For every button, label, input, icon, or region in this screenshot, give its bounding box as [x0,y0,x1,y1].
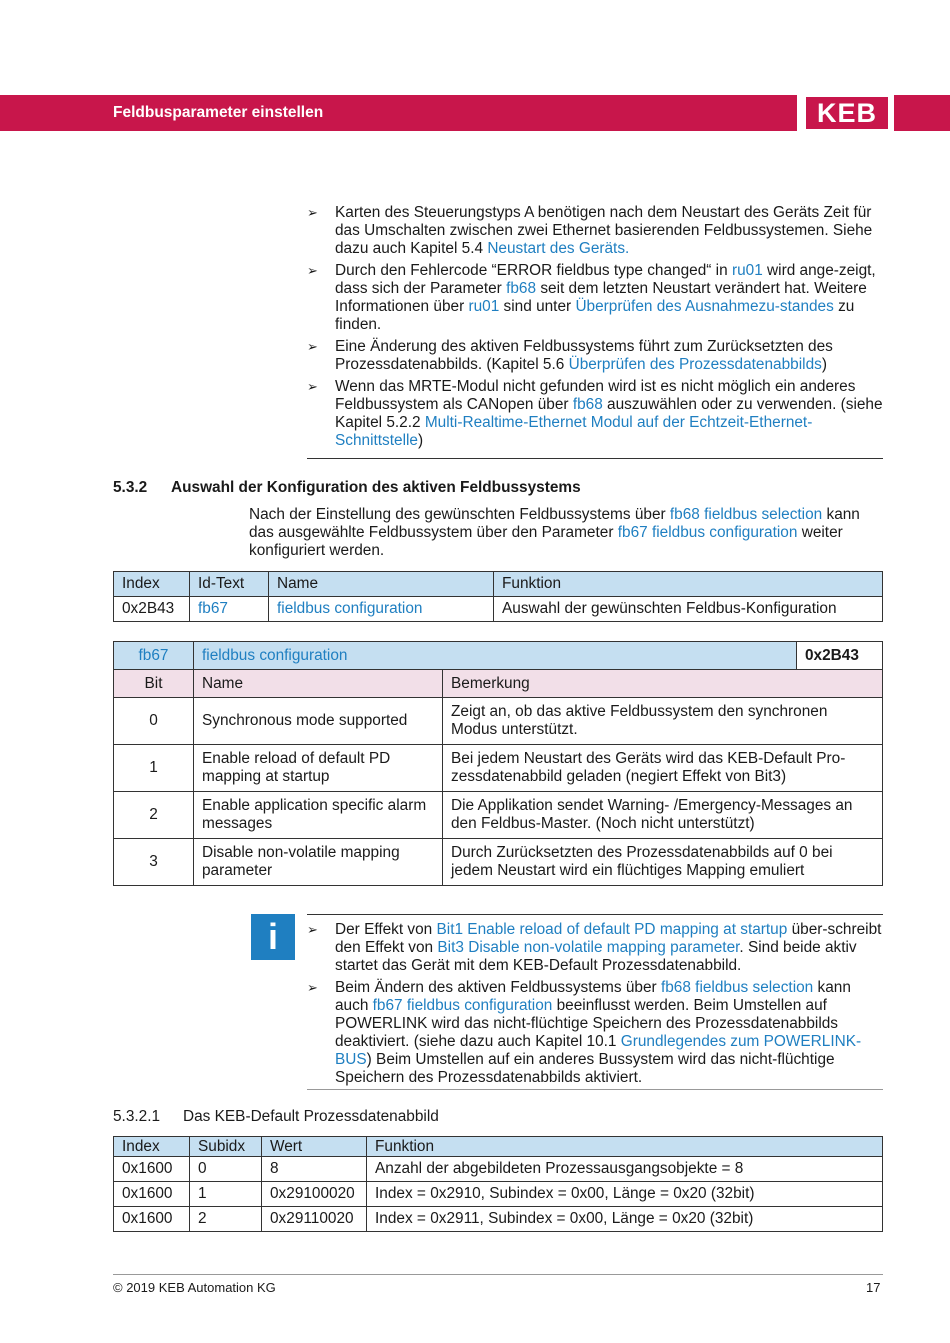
table-row [114,839,883,886]
remark-cell: Bei jedem Neustart des Geräts wird das KEB-Default Pro-zessdatenabbild geladen (negiert Effekt von Bit3) [443,745,883,792]
bullet-item [307,338,883,374]
table-row [114,1157,883,1182]
keb-logo: KEB [806,97,888,129]
subidx-cell: 2 [190,1207,262,1232]
bit-name-cell: Synchronous mode supported [194,698,443,745]
arrow-bullet-icon: ➢ [307,205,318,220]
text-run: ) [821,356,827,373]
table-row [114,745,883,792]
info-bullet-list [307,921,883,1087]
cross-reference-link[interactable]: fb68 fieldbus selection [669,506,823,523]
function-cell: Auswahl der gewünschten Feldbus-Konfiguration [494,597,883,622]
section-heading [113,479,581,497]
text-run: wird ange-zeigt, dass sich der Parameter [335,262,876,297]
text-run: sind unter [499,298,576,315]
text-run: ) [417,432,424,449]
arrow-bullet-icon: ➢ [307,379,318,394]
text-run: kann das ausgewählte Feldbussystem über den Parameter [249,506,860,541]
bullet-item [307,979,883,1087]
cross-reference-link[interactable]: fb67 fieldbus configuration [372,997,553,1014]
divider [307,1089,883,1090]
function-cell: Anzahl der abgebildeten Prozessausgangsobjekte = 8 [367,1157,883,1182]
cross-reference-link[interactable]: fb67 fieldbus configuration [617,524,798,541]
arrow-bullet-icon: ➢ [307,263,318,278]
bit-cell: 0 [114,698,194,745]
cross-reference-link[interactable]: Neustart des Geräts. [487,240,630,257]
value-cell: 8 [262,1157,367,1182]
table-header-row [114,572,883,597]
bullet-item [307,204,883,258]
function-cell: Index = 0x2911, Subindex = 0x00, Länge = 0x20 (32bit) [367,1207,883,1232]
arrow-bullet-icon: ➢ [307,980,318,995]
divider [307,458,883,459]
cross-reference-link[interactable]: Überprüfen des Ausnahmezu-standes [575,298,834,315]
index-cell: 0x1600 [114,1182,190,1207]
name-link[interactable]: fieldbus configuration [269,597,494,622]
page-number: 17 [866,1280,881,1295]
header-cell: Index [114,1137,190,1157]
param-name-link[interactable]: fieldbus configuration [194,642,797,670]
param-index: 0x2B43 [797,642,883,670]
function-cell: Index = 0x2910, Subindex = 0x00, Länge = 0x20 (32bit) [367,1182,883,1207]
text-run: Der Effekt von [335,921,437,938]
param-id-link[interactable]: fb67 [114,642,194,670]
cross-reference-link[interactable]: Grundlegendes zum POWERLINK-BUS [335,1033,862,1068]
bit-name-cell: Enable reload of default PD mapping at startup [194,745,443,792]
text-run: zu finden. [335,298,855,333]
subidx-cell: 0 [190,1157,262,1182]
header-cell: Index [114,572,190,597]
remark-cell: Zeigt an, ob das aktive Feldbussystem den synchronen Modus unterstützt. [443,698,883,745]
cross-reference-link[interactable]: Bit1 Enable reload of default PD mapping at startup [436,921,788,938]
footer-divider [113,1274,883,1275]
table-header-row [114,670,883,698]
header-title: Feldbusparameter einstellen [113,104,324,121]
bit-cell: 2 [114,792,194,839]
table-row [114,1207,883,1232]
header-cell: Id-Text [190,572,269,597]
info-icon: i [251,914,295,960]
remark-cell: Die Applikation sendet Warning- /Emergency-Messages an den Feldbus-Master. (Noch nicht unterstützt) [443,792,883,839]
text-run: über-schreibt den Effekt von [335,921,882,956]
bit-table-title-row [114,642,883,670]
header-cell: Funktion [367,1137,883,1157]
bit-cell: 1 [114,745,194,792]
text-run: Durch den Fehlercode “ERROR fieldbus type changed“ in [335,262,732,279]
header-cell: Bemerkung [443,670,883,698]
index-cell: 0x1600 [114,1207,190,1232]
bit-table [113,641,883,886]
arrow-bullet-icon: ➢ [307,339,318,354]
bit-name-cell: Enable application specific alarm messages [194,792,443,839]
text-run: Nach der Einstellung des gewünschten Feldbussystems über [249,506,670,523]
cross-reference-link[interactable]: fb68 fieldbus selection [660,979,814,996]
cross-reference-link[interactable]: fb68 [506,280,537,297]
header-cell: Name [269,572,494,597]
index-cell: 0x1600 [114,1157,190,1182]
table-row [114,698,883,745]
header-cell: Funktion [494,572,883,597]
cross-reference-link[interactable]: ru01 [731,262,763,279]
process-data-table [113,1136,883,1232]
subsection-number: 5.3.2.1 [113,1108,161,1125]
arrow-bullet-icon: ➢ [307,922,318,937]
text-run: seit dem letzten Neustart verändert hat. Weitere Informationen über [335,280,867,315]
text-run: Wenn das MRTE-Modul nicht gefunden wird ist es nicht möglich ein anderes Feldbussystem als CANopen über [335,378,856,413]
table-row [114,792,883,839]
bit-cell: 3 [114,839,194,886]
text-run: weiter konfiguriert werden. [249,524,843,559]
table-row [114,1182,883,1207]
remark-cell: Durch Zurücksetzten des Prozessdatenabbilds auf 0 bei jedem Neustart wird ein flüchtiges Mapping emuliert [443,839,883,886]
bullet-item [307,262,883,334]
text-run: auszuwählen oder zu verwenden. (siehe Kapitel 5.2.2 [335,396,883,431]
subsection-title: Das KEB-Default Prozessdatenabbild [183,1108,439,1125]
id-link[interactable]: fb67 [190,597,269,622]
text-run: Karten des Steuerungstyps A benötigen nach dem Neustart des Geräts Zeit für das Umschalten zwischen zwei Ethernet basierenden Feldbussystemen. Siehe dazu auch Kapitel 5.4 [335,204,873,257]
text-run: beeinflusst werden. Beim Umstellen auf POWERLINK wird das nicht-flüchtige Speichern des Prozessdatenabbilds deaktiviert. (siehe dazu auch Kapitel 10.1 [335,997,839,1050]
cross-reference-link[interactable]: Überprüfen des Prozessdatenabbilds [568,356,822,373]
index-cell: 0x2B43 [114,597,190,622]
text-run: . Sind beide aktiv startet das Gerät mit dem KEB-Default Prozessdatenabbild. [335,939,857,974]
section-title: Auswahl der Konfiguration des aktiven Feldbussystems [171,479,581,496]
subsection-heading [113,1108,439,1126]
cross-reference-link[interactable]: Bit3 Disable non-volatile mapping parameter [437,939,740,956]
text-run: kann auch [335,979,851,1014]
bit-name-cell: Disable non-volatile mapping parameter [194,839,443,886]
bullet-item [307,921,883,975]
subidx-cell: 1 [190,1182,262,1207]
note-bullet-list [307,204,883,450]
header-cell: Name [194,670,443,698]
header-cell: Bit [114,670,194,698]
header-cell: Subidx [190,1137,262,1157]
bullet-item [307,378,883,450]
cross-reference-link[interactable]: fb68 [572,396,603,413]
header-cell: Wert [262,1137,367,1157]
text-run: ) Beim Umstellen auf ein anderes Bussystem wird das nicht-flüchtige Speichern des Prozessdatenabbilds aktiviert. [335,1051,835,1086]
parameter-table [113,571,883,622]
text-run: Beim Ändern des aktiven Feldbussystems über [335,979,661,996]
intro-paragraph [249,506,885,560]
section-number: 5.3.2 [113,479,148,496]
cross-reference-link[interactable]: ru01 [468,298,500,315]
text-run: Eine Änderung des aktiven Feldbussystems führt zum Zurücksetzten des Prozessdatenabbilds. (Kapitel 5.6 [335,338,833,373]
value-cell: 0x29110020 [262,1207,367,1232]
footer-copyright: © 2019 KEB Automation KG [113,1280,276,1295]
table-header-row [114,1137,883,1157]
divider [307,914,883,915]
value-cell: 0x29100020 [262,1182,367,1207]
cross-reference-link[interactable]: Multi-Realtime-Ethernet Modul auf der Echtzeit-Ethernet-Schnittstelle [335,414,813,449]
table-row [114,597,883,622]
